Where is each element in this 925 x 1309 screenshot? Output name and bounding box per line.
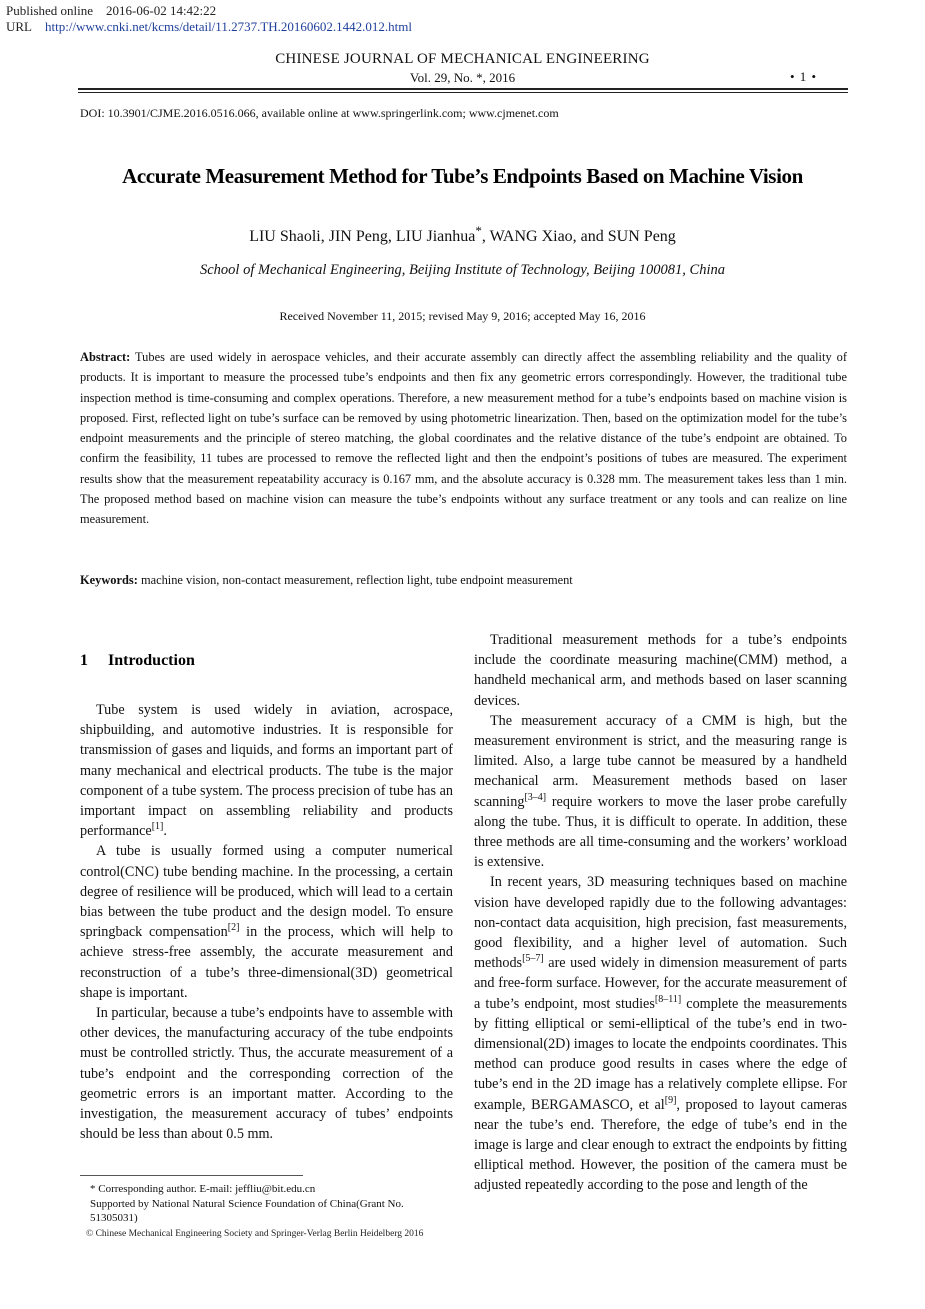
abstract-text: Tubes are used widely in aerospace vehicles, and their accurate assembly can directly affect the assembling reliability and the quality of products. It is important to measure the processed tube’s endpoints and then fix any geometric errors correspondingly. However, the traditional tube inspection method is time-consuming and complex operations. Therefore, a new measurement method for a tube’s endpoints based on machine vision is proposed. First, reflected light on tube’s surface can be removed by using photometric linearization. Then, based on the optimization model for the tube’s endpoint measurements and the principle of stereo matching, the global coordinates and the relative distance of the tube’s endpoint are obtained. To confirm the feasibility, 11 tubes are processed to remove the reflected light and then the endpoint’s positions of tubes are measured. The experiment results show that the measurement repeatability accuracy is 0.167 mm, and the absolute accuracy is 0.328 mm. The measurement takes less than 1 min. The proposed method based on machine vision can measure the tube’s endpoints without any surface treatment or any tools and can realize on line measurement. [80,350,847,527]
citation-ref[interactable]: [5–7] [522,953,544,965]
section-number: 1 [80,652,88,669]
paragraph [80,700,453,841]
affiliation: School of Mechanical Engineering, Beijing Institute of Technology, Beijing 100081, China [199,262,726,278]
funding-note: Supported by National Natural Science Foundation of China(Grant No. 51305031) [90,1197,404,1224]
corresponding-author-note: * Corresponding author. E-mail: jeffliu@bit.edu.cn [90,1183,316,1195]
doi-line: DOI: 10.3901/CJME.2016.0516.066, available online at www.springerlink.com; www.cjmenet.com [80,106,559,120]
citation-ref[interactable]: [8–11] [654,993,682,1005]
paragraph-text: The measurement accuracy of a CMM is high, but the measurement environment is strict, and the measuring range is limited. Also, a large tube cannot be measured by a handheld mechanical arm. Measurement methods based on laser scanning [474,712,847,810]
citation-ref[interactable]: [9] [664,1094,677,1106]
citation-ref[interactable]: [3–4] [524,791,547,803]
keywords-label: Keywords: [80,573,138,587]
citation-ref[interactable]: [1] [151,821,164,833]
paragraph-text: are used widely in dimension measurement of parts and free-form surface. However, for the accurate measurement of a tube’s endpoint, most studies [474,955,847,1012]
paragraph-text: , proposed to layout cameras near the tube’s end. Therefore, the edge of tube’s end in the image is large and clear enough to extract the endpoints by fitting elliptical method. However, the position of the camera must be adjusted repeatedly according to the pose and length of the [474,1096,848,1194]
author-list [0,223,925,246]
paragraph-text: require workers to move the laser probe carefully along the tube. Thus, it is difficult to operate. In addition, these three methods are all time-consuming and the workers’ workload is extensive. [474,793,847,871]
paragraph-text: in the process, which will help to achieve stress-free assembly, the accurate measurement and reconstruction of a tube’s three-dimensional(3D) geometrical shape is important. [80,924,453,1001]
page-number: • 1 • [790,69,818,84]
journal-name: CHINESE JOURNAL OF MECHANICAL ENGINEERING [275,51,650,67]
corresponding-mark: * [475,223,482,238]
copyright-notice: © Chinese Mechanical Engineering Society and Springer-Verlag Berlin Heidelberg 2016 [86,1229,424,1239]
paper-title: Accurate Measurement Method for Tube’s Endpoints Based on Machine Vision [122,164,803,188]
header-rule-thin [78,92,848,93]
keywords [80,570,847,590]
paragraph-text: A tube is usually formed using a computer numerical control(CNC) tube bending machine. In the processing, a certain degree of resilience will be produced, which will lead to a certain bias between the tube product and the design model. To ensure springback compensation [80,843,453,941]
right-column [474,630,847,1196]
keywords-text: machine vision, non-contact measurement, reflection light, tube endpoint measurement [140,573,573,587]
published-label: Published online [6,3,94,18]
article-url-link[interactable]: http://www.cnki.net/kcms/detail/11.2737.TH.20160602.1442.012.html [45,19,412,34]
paragraph-text: In particular, because a tube’s endpoints have to assemble with other devices, the manufacturing accuracy of the tube endpoints must be controlled strictly. Thus, the accurate measurement of a tube’s endpoint and the corresponding correction of the geometric errors is an important matter. According to the investigation, the measurement accuracy of tubes’ endpoints should be less than about 0.5 mm. [80,1005,453,1143]
published-date: 2016-06-02 14:42:22 [106,3,217,18]
paragraph-text: Tube system is used widely in aviation, acrospace, shipbuilding, and automotive industries. It is responsible for transmission of gases and liquids, and forms an important part of many mechanical and electrical products. The tube is the major component of a tube system. The process precision of tube has an important impact on assembling reliability and products performance [80,702,453,840]
received-dates: Received November 11, 2015; revised May 9, 2016; accepted May 16, 2016 [279,309,646,323]
paragraph [474,872,847,1195]
abstract-label: Abstract: [80,350,131,364]
section-title: Introduction [108,652,195,669]
paragraph [474,630,847,711]
citation-ref[interactable]: [2] [227,922,240,934]
paragraph-text: . [163,823,167,840]
volume-info: Vol. 29, No. *, 2016 [409,70,516,85]
url-label: URL [6,19,32,34]
header-rule-thick [78,88,848,90]
url-stamp [6,19,412,35]
authors-after: , WANG Xiao, and SUN Peng [481,228,676,245]
abstract [80,347,847,530]
paragraph [80,841,453,1003]
left-column [80,700,453,1144]
paragraph [474,711,847,873]
paragraph-text: Traditional measurement methods for a tube’s endpoints include the coordinate measuring machine(CMM) method, a handheld mechanical arm, and methods based on laser scanning devices. [474,632,847,709]
authors-before: LIU Shaoli, JIN Peng, LIU Jianhua [249,228,476,245]
footnote-rule [80,1175,303,1176]
paragraph-text: complete the measurements by fitting elliptical or semi-elliptical of the tube’s end in two-dimensional(2D) images to locate the endpoints coordinates. This method can produce good results in cases where the edge of tube’s end in the 2D image has a relatively complete ellipse. For example, BERGAMASCO, et al [474,995,847,1113]
footnotes [80,1182,453,1226]
paragraph [80,1003,453,1144]
section-heading-introduction [80,652,195,670]
paragraph-text: In recent years, 3D measuring techniques based on machine vision have developed rapidly due to the following advantages: non-contact data acquisition, high precision, fast measurements, good flexibility, and a higher level of automation. Such methods [474,874,847,972]
published-online-stamp [6,3,216,19]
